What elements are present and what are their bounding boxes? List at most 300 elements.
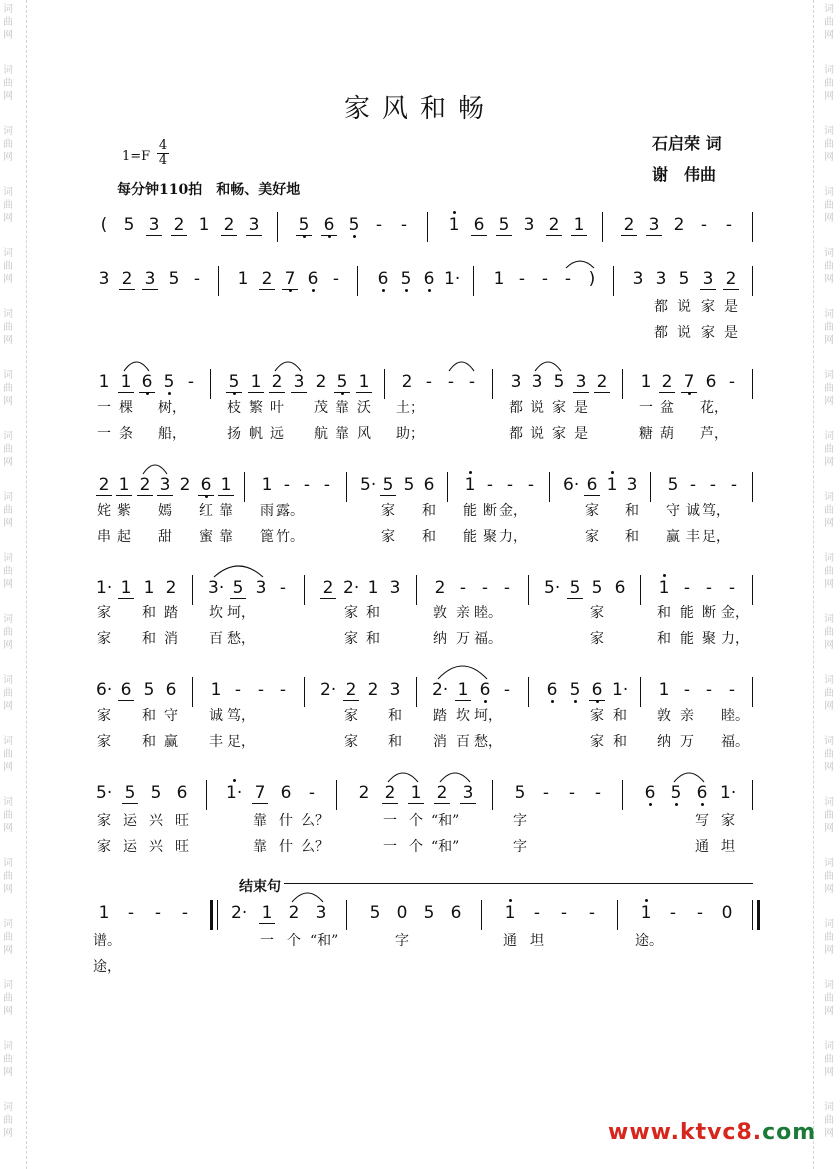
lyric-syllable: “和” — [431, 813, 460, 829]
watermark-glyph: 网 — [824, 396, 834, 407]
extension-dash: - — [425, 372, 433, 392]
lyric-syllable: 能 — [680, 631, 694, 647]
watermark-glyph: 网 — [3, 1128, 13, 1139]
note: 1 — [502, 903, 518, 923]
note: 1 — [455, 680, 471, 701]
watermark-glyph: 词 — [3, 553, 13, 564]
lyric-syllable: 通 — [695, 839, 709, 855]
watermark-glyph: 词 — [824, 919, 834, 930]
intro-parenthesis: ) — [588, 269, 596, 289]
note: 3 — [146, 215, 162, 236]
watermark-glyph: 词 — [824, 187, 834, 198]
lyric-syllable: 都 — [509, 426, 523, 442]
lyric-syllable: 是 — [574, 400, 588, 416]
watermark-glyph: 词 — [3, 980, 13, 991]
note: 6 — [614, 578, 626, 598]
watermark-glyph: 网 — [3, 152, 13, 163]
extension-dash: - — [468, 372, 476, 392]
lyric-syllable: 沃 — [357, 400, 371, 416]
lyric-syllable: 家 — [721, 813, 735, 829]
note: 3 — [389, 578, 401, 598]
lyric-syllable: 甜 — [158, 529, 172, 545]
note: 2 — [315, 372, 327, 392]
extension-dash: - — [279, 680, 287, 700]
note: 2 — [165, 578, 177, 598]
barline — [427, 212, 428, 242]
watermark-glyph: 词 — [3, 614, 13, 625]
slur-mark — [104, 369, 754, 399]
note: 1 — [571, 215, 587, 236]
note: 6 — [544, 680, 560, 700]
note: 1 — [118, 578, 134, 599]
lyric-syllable: 聚 — [702, 631, 716, 647]
lyric-syllable: 靠 — [335, 400, 349, 416]
lyric-syllable: 纳 — [433, 631, 447, 647]
music-line-2 — [98, 266, 754, 296]
extension-dash: - — [689, 475, 697, 495]
site-text-domain: ktvc8. — [679, 1120, 763, 1145]
watermark-glyph: 曲 — [824, 1054, 834, 1065]
watermark-glyph: 曲 — [824, 139, 834, 150]
lyric-syllable: 诚 — [686, 503, 700, 519]
lyric-syllable: 坎 — [456, 708, 470, 724]
lyric-syllable: 笃， — [227, 708, 255, 724]
watermark-glyph: 词 — [824, 309, 834, 320]
extension-dash: - — [541, 269, 549, 289]
time-signature-numerator: 4 — [158, 138, 168, 153]
slur-mark — [104, 677, 754, 707]
lyric-syllable: 字 — [513, 839, 527, 855]
extension-dash: - — [542, 783, 550, 803]
watermark-glyph: 网 — [824, 945, 834, 956]
note: 2 — [434, 783, 450, 804]
lyric-syllable: 露。 — [276, 503, 304, 519]
lyric-syllable: 字 — [395, 933, 409, 949]
watermark-glyph: 曲 — [3, 566, 13, 577]
lyric-syllable: 嫣 — [158, 503, 172, 519]
extension-dash: - — [725, 215, 733, 235]
extension-dash: - — [700, 215, 708, 235]
lyric-syllable: 家 — [344, 605, 358, 621]
note: 5 — [346, 215, 362, 235]
extension-dash: - — [728, 372, 736, 392]
lyric-syllable: 睦。 — [721, 708, 749, 724]
note: 1 — [198, 215, 210, 235]
note: 6 — [705, 372, 717, 392]
barline — [277, 212, 278, 242]
lyric-syllable: 家 — [381, 529, 395, 545]
lyric-syllable: 亲 — [680, 708, 694, 724]
watermark-glyph: 词 — [3, 126, 13, 137]
lyric-syllable: 一 — [97, 426, 111, 442]
lyric-syllable: 睦。 — [474, 605, 502, 621]
watermark-glyph: 网 — [824, 335, 834, 346]
note: 2 — [401, 372, 413, 392]
note: 3 — [142, 269, 158, 290]
lyric-syllable: 足， — [227, 734, 255, 750]
lyric-syllable: 和 — [657, 605, 671, 621]
lyric-syllable: 金， — [721, 605, 749, 621]
note: 5 — [122, 783, 138, 804]
watermark-glyph: 词 — [824, 1041, 834, 1052]
lyric-syllable: 风 — [357, 426, 371, 442]
note: 5 — [123, 215, 135, 235]
lyric-syllable: 愁， — [474, 734, 502, 750]
lyric-syllable: 家 — [97, 839, 111, 855]
lyric-line-6-verse-1 — [97, 707, 754, 727]
lyric-syllable: 么？ — [301, 813, 329, 829]
note: 1 — [237, 269, 249, 289]
note: 2· — [231, 903, 248, 923]
watermark-glyph: 词 — [824, 4, 834, 15]
watermark-glyph: 曲 — [3, 444, 13, 455]
note: 3 — [315, 903, 327, 923]
lyric-syllable: 赢 — [666, 529, 680, 545]
note: 2 — [382, 783, 398, 804]
lyric-line-4-verse-1 — [97, 502, 754, 522]
lyric-syllable: 兴 — [149, 813, 163, 829]
lyric-syllable: 竹。 — [276, 529, 304, 545]
watermark-glyph: 曲 — [824, 444, 834, 455]
lyric-syllable: 个 — [409, 813, 423, 829]
note: 5 — [380, 475, 396, 496]
time-signature-denominator: 4 — [158, 153, 168, 168]
watermark-glyph: 曲 — [824, 322, 834, 333]
extension-dash: - — [308, 783, 316, 803]
watermark-glyph: 网 — [3, 884, 13, 895]
lyric-syllable: 断 — [702, 605, 716, 621]
note: 6 — [375, 269, 391, 289]
lyric-syllable: 家 — [590, 708, 604, 724]
note: 5 — [514, 783, 526, 803]
lyric-syllable: 航 — [314, 426, 328, 442]
extension-dash: - — [696, 903, 704, 923]
slur-mark — [104, 575, 754, 605]
note: 6 — [471, 215, 487, 236]
note: 3 — [531, 372, 543, 392]
lyric-syllable: 说 — [677, 299, 691, 315]
lyric-syllable: 踏 — [433, 708, 447, 724]
lyric-line-7-verse-2 — [97, 838, 754, 858]
lyric-syllable: 家 — [552, 400, 566, 416]
composer-credit: 谢 伟曲 — [652, 165, 717, 184]
note: 1 — [210, 680, 222, 700]
note: 1· — [612, 680, 629, 700]
lyric-line-8-verse-1 — [93, 932, 754, 952]
note: 5 — [369, 903, 381, 923]
lyric-syllable: 力， — [499, 529, 527, 545]
watermark-glyph: 曲 — [3, 749, 13, 760]
lyric-syllable: 靠 — [253, 813, 267, 829]
extension-dash: - — [303, 475, 311, 495]
extension-dash: - — [283, 475, 291, 495]
note: 5 — [567, 680, 583, 700]
note: 6 — [198, 475, 214, 496]
note: 1· — [444, 269, 461, 289]
lyric-syllable: 棵 — [119, 400, 133, 416]
note: 2 — [434, 578, 446, 598]
watermark-glyph: 曲 — [3, 383, 13, 394]
lyric-syllable: 帆 — [249, 426, 263, 442]
extension-dash: - — [705, 578, 713, 598]
extension-dash: - — [669, 903, 677, 923]
lyric-syllable: 聚 — [483, 529, 497, 545]
lyric-syllable: 运 — [123, 813, 137, 829]
note: 2 — [171, 215, 187, 236]
watermark-glyph: 曲 — [824, 749, 834, 760]
lyric-syllable: 消 — [433, 734, 447, 750]
extension-dash: - — [568, 783, 576, 803]
lyric-syllable: 愁， — [227, 631, 255, 647]
lyric-syllable: 断 — [483, 503, 497, 519]
note: 0 — [396, 903, 408, 923]
watermark-glyph: 曲 — [824, 566, 834, 577]
note: 5 — [161, 372, 177, 392]
lyric-syllable: 叶 — [270, 400, 284, 416]
watermark-glyph: 曲 — [3, 627, 13, 638]
note: 1 — [248, 372, 264, 393]
watermark-glyph: 曲 — [3, 993, 13, 1004]
note: 6 — [280, 783, 292, 803]
note: 5 — [668, 783, 684, 803]
music-line-8 — [98, 900, 754, 930]
lyric-syllable: 么？ — [301, 839, 329, 855]
note: 2 — [659, 372, 675, 393]
lyric-syllable: 红 — [199, 503, 213, 519]
lyric-syllable: 助； — [396, 426, 424, 442]
extension-dash: - — [332, 269, 340, 289]
lyric-syllable: 赢 — [164, 734, 178, 750]
lyric-syllable: 葫 — [660, 426, 674, 442]
site-text-www: www. — [608, 1120, 680, 1145]
watermark-glyph: 词 — [824, 553, 834, 564]
note: 2 — [119, 269, 135, 290]
watermark-glyph: 网 — [3, 518, 13, 529]
lyric-syllable: 和 — [388, 708, 402, 724]
note: 5 — [423, 903, 435, 923]
note: 2 — [320, 578, 336, 599]
watermark-glyph: 词 — [824, 736, 834, 747]
extension-dash: - — [234, 680, 242, 700]
watermark-glyph: 词 — [824, 126, 834, 137]
note: 2 — [673, 215, 685, 235]
lyric-syllable: 扬 — [227, 426, 241, 442]
watermark-glyph: 网 — [824, 823, 834, 834]
watermark-glyph: 词 — [3, 4, 13, 15]
lyric-syllable: 和 — [625, 529, 639, 545]
watermark-glyph: 曲 — [824, 993, 834, 1004]
lyric-syllable: 敦 — [657, 708, 671, 724]
extension-dash: - — [683, 578, 691, 598]
extension-dash: - — [127, 903, 135, 923]
watermark-glyph: 曲 — [824, 383, 834, 394]
note: 1 — [640, 372, 652, 392]
note: 3 — [523, 215, 535, 235]
lyric-syllable: 和 — [366, 631, 380, 647]
watermark-glyph: 网 — [3, 762, 13, 773]
watermark-glyph: 词 — [3, 797, 13, 808]
note: 2· — [432, 680, 449, 700]
lyric-syllable: 什 — [279, 813, 293, 829]
lyric-syllable: 家 — [590, 605, 604, 621]
note: 7 — [252, 783, 268, 804]
note: 3· — [208, 578, 225, 598]
note: 6 — [305, 269, 321, 289]
note: 5 — [667, 475, 679, 495]
lyric-syllable: 靠 — [335, 426, 349, 442]
music-line-6 — [96, 677, 754, 707]
lyric-syllable: 茂 — [314, 400, 328, 416]
watermark-glyph: 词 — [3, 65, 13, 76]
watermark-glyph: 词 — [3, 858, 13, 869]
lyric-syllable: 说 — [530, 426, 544, 442]
lyric-syllable: 个 — [409, 839, 423, 855]
watermark-glyph: 网 — [3, 1006, 13, 1017]
watermark-glyph: 网 — [824, 1067, 834, 1078]
lyric-syllable: 是 — [574, 426, 588, 442]
lyric-syllable: 敦 — [433, 605, 447, 621]
note: 1 — [658, 680, 670, 700]
watermark-glyph: 网 — [3, 823, 13, 834]
note: 6 — [589, 680, 605, 701]
left-margin-line — [26, 0, 27, 1169]
watermark-glyph: 曲 — [824, 810, 834, 821]
watermark-glyph: 网 — [824, 152, 834, 163]
lyric-syllable: 和 — [625, 503, 639, 519]
extension-dash: - — [506, 475, 514, 495]
extension-dash: - — [375, 215, 383, 235]
note: 1· — [226, 783, 243, 803]
lyric-syllable: 和 — [142, 631, 156, 647]
lyric-syllable: 家 — [552, 426, 566, 442]
lyric-syllable: 福。 — [474, 631, 502, 647]
watermark-glyph: 曲 — [3, 200, 13, 211]
watermark-glyph: 网 — [824, 274, 834, 285]
lyric-syllable: 踏 — [164, 605, 178, 621]
lyric-syllable: 家 — [97, 708, 111, 724]
lyric-syllable: 和 — [422, 503, 436, 519]
lyric-line-8-verse-2 — [93, 958, 754, 978]
lyric-syllable: 什 — [279, 839, 293, 855]
note: 2 — [594, 372, 610, 393]
note: 6 — [642, 783, 658, 803]
note: 5 — [334, 372, 350, 393]
watermark-glyph: 网 — [824, 762, 834, 773]
watermark-glyph: 网 — [3, 1067, 13, 1078]
watermark-glyph: 网 — [3, 579, 13, 590]
watermark-glyph: 网 — [824, 884, 834, 895]
lyric-syllable: 途。 — [635, 933, 663, 949]
note: 2 — [723, 269, 739, 290]
extension-dash: - — [187, 372, 195, 392]
extension-dash: - — [518, 269, 526, 289]
lyric-syllable: 家 — [585, 503, 599, 519]
note: 1 — [493, 269, 505, 289]
lyric-syllable: 运 — [123, 839, 137, 855]
lyric-syllable: 诚 — [209, 708, 223, 724]
right-margin-line — [813, 0, 814, 1169]
note: 3 — [655, 269, 667, 289]
lyric-syllable: 条 — [119, 426, 133, 442]
extension-dash: - — [447, 372, 455, 392]
lyric-syllable: 通 — [503, 933, 517, 949]
extension-dash: - — [486, 475, 494, 495]
note: 5 — [150, 783, 162, 803]
slur-mark — [104, 780, 754, 810]
watermark-glyph: 曲 — [824, 261, 834, 272]
watermark-glyph: 曲 — [824, 505, 834, 516]
lyric-syllable: 芦， — [700, 426, 728, 442]
extension-dash: - — [323, 475, 331, 495]
watermark-glyph: 网 — [3, 274, 13, 285]
watermark-glyph: 网 — [824, 91, 834, 102]
lyric-syllable: 个 — [287, 933, 301, 949]
note: 3 — [700, 269, 716, 290]
note: 2 — [358, 783, 370, 803]
lyric-syllable: 亲 — [456, 605, 470, 621]
lyric-syllable: 百 — [209, 631, 223, 647]
note: 3 — [246, 215, 262, 236]
watermark-glyph: 词 — [3, 187, 13, 198]
note: 5 — [403, 475, 415, 495]
watermark-glyph: 词 — [3, 431, 13, 442]
watermark-glyph: 词 — [3, 248, 13, 259]
extension-dash: - — [560, 903, 568, 923]
note: 2 — [621, 215, 637, 236]
lyric-line-7-verse-1 — [97, 812, 754, 832]
lyric-syllable: 和 — [657, 631, 671, 647]
lyric-syllable: 兴 — [149, 839, 163, 855]
watermark-glyph: 网 — [3, 457, 13, 468]
watermark-glyph: 曲 — [3, 505, 13, 516]
note: 2 — [288, 903, 300, 923]
note: 2· — [320, 680, 337, 700]
watermark-glyph: 词 — [3, 370, 13, 381]
lyric-syllable: 纳 — [657, 734, 671, 750]
note: 1 — [408, 783, 424, 804]
lyric-syllable: 万 — [680, 734, 694, 750]
lyric-syllable: 坷， — [474, 708, 502, 724]
watermark-glyph: 曲 — [824, 1115, 834, 1126]
watermark-glyph: 曲 — [3, 1115, 13, 1126]
lyric-syllable: 姹 — [97, 503, 111, 519]
note: 5 — [230, 578, 246, 599]
extension-dash: - — [705, 680, 713, 700]
lyric-syllable: 树， — [158, 400, 186, 416]
note: 1 — [462, 475, 478, 495]
lyricist-credit: 石启荣 词 — [652, 134, 722, 153]
note: 2 — [269, 372, 285, 393]
note: 1 — [98, 372, 110, 392]
extension-dash: - — [181, 903, 189, 923]
extension-dash: - — [257, 680, 265, 700]
lyric-syllable: 和 — [142, 708, 156, 724]
lyric-syllable: 紫 — [117, 503, 131, 519]
watermark-glyph: 网 — [824, 701, 834, 712]
watermark-glyph: 网 — [824, 1006, 834, 1017]
lyric-syllable: 一 — [639, 400, 653, 416]
note: 1 — [259, 903, 275, 924]
note: 6· — [563, 475, 580, 495]
note: 3 — [646, 215, 662, 236]
extension-dash: - — [459, 578, 467, 598]
extension-dash: - — [503, 578, 511, 598]
note: 6 — [450, 903, 462, 923]
lyric-syllable: “和” — [310, 933, 339, 949]
note: 7 — [681, 372, 697, 393]
time-signature — [157, 139, 169, 168]
lyric-syllable: 一 — [97, 400, 111, 416]
